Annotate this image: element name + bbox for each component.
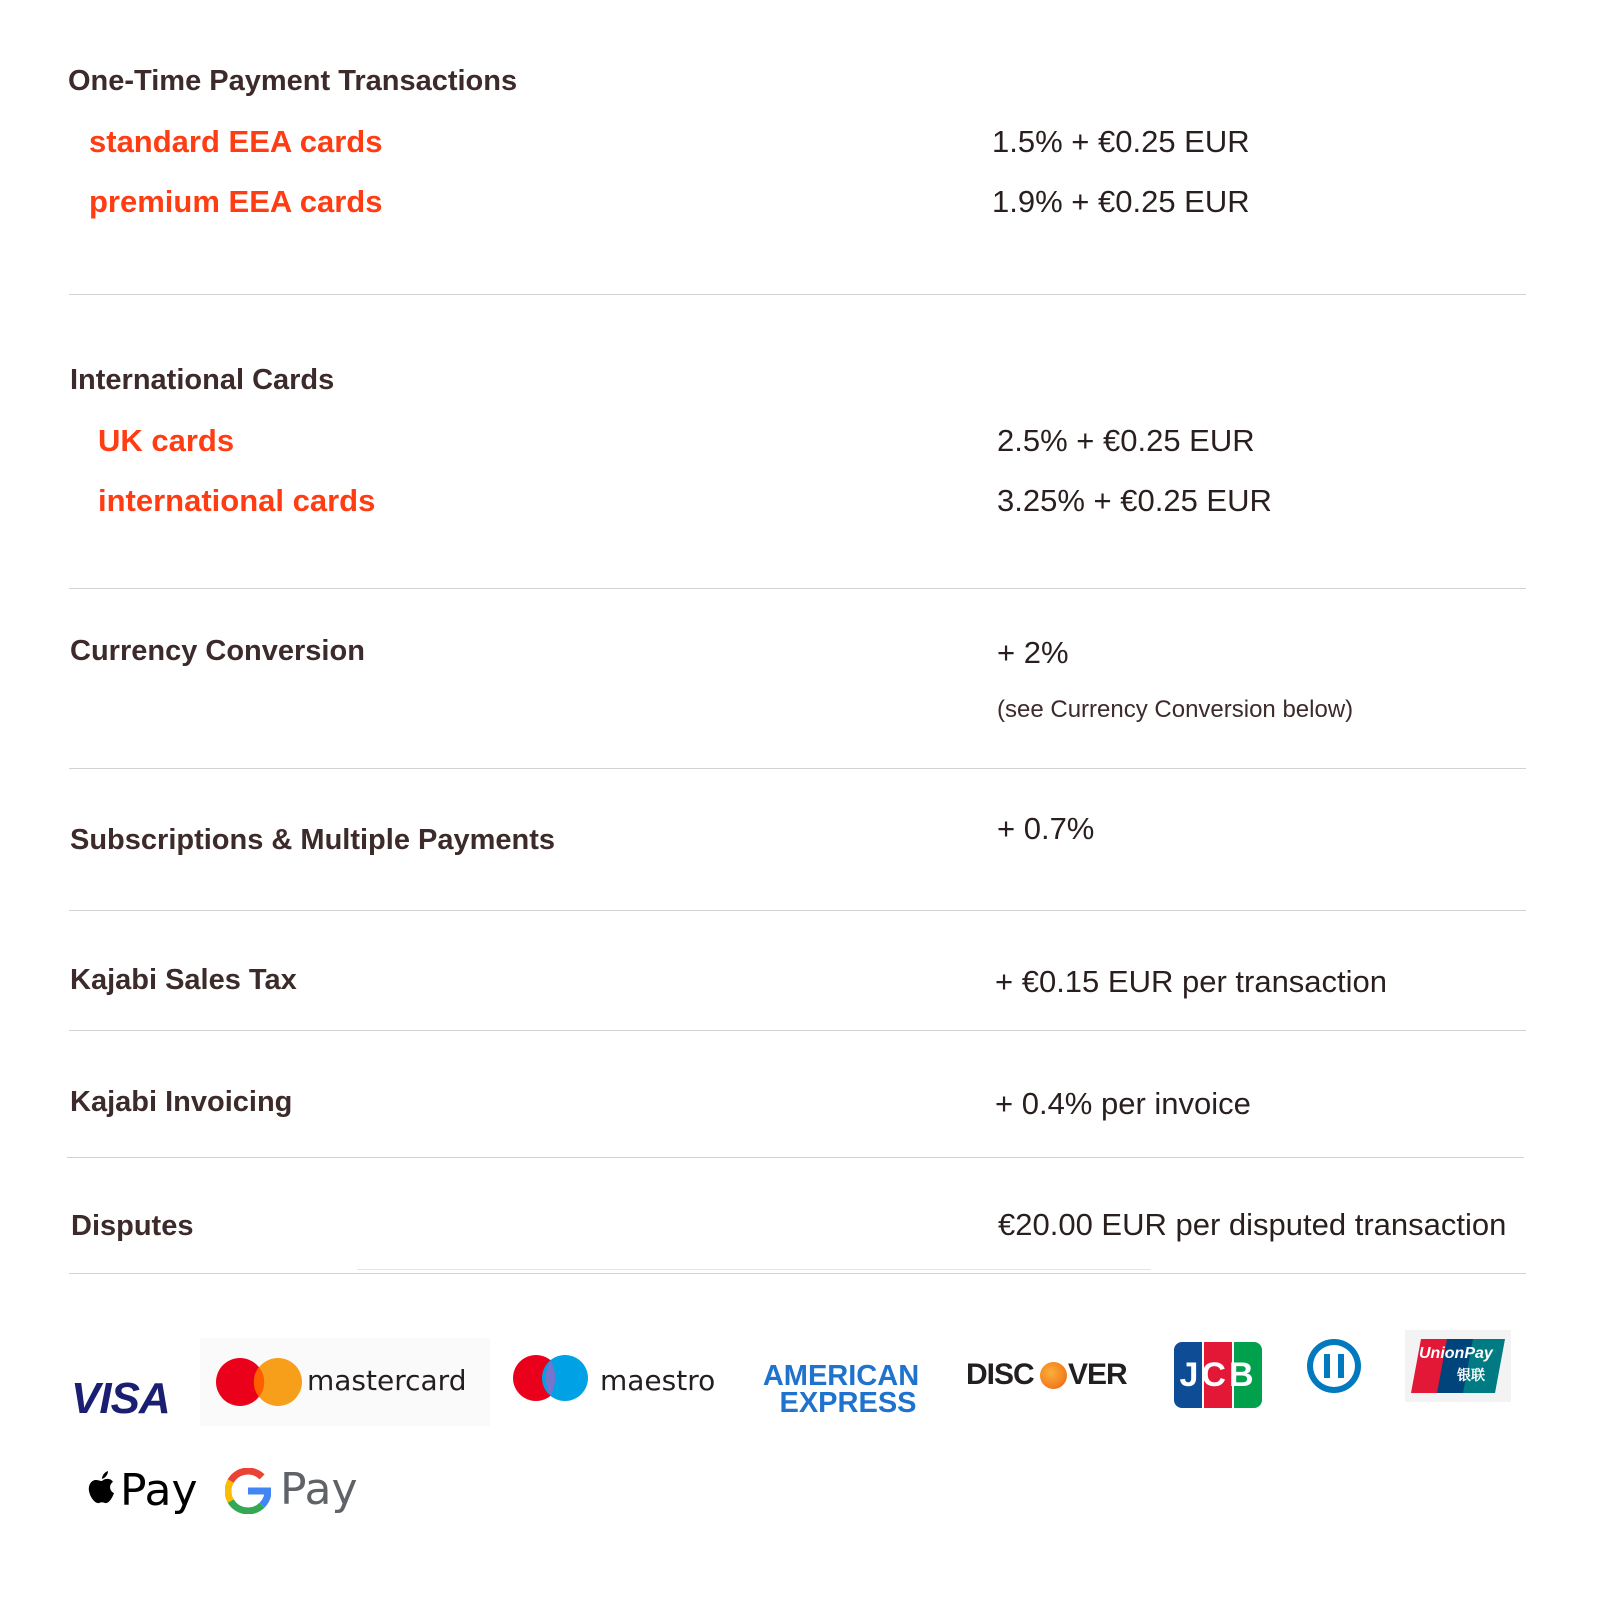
apple-icon <box>86 1469 118 1509</box>
jcb-label: JCB <box>1179 1356 1257 1394</box>
mastercard-label: mastercard <box>307 1364 467 1397</box>
value-currency-conversion: + 2% <box>997 635 1069 670</box>
unionpay-cn-label: 银联 <box>1457 1368 1485 1384</box>
google-pay-label: Pay <box>280 1464 358 1515</box>
mastercard-logo <box>200 1338 490 1426</box>
visa-logo: VISA <box>71 1374 170 1423</box>
row-label-uk-cards: UK cards <box>98 423 235 458</box>
value-sales-tax: + €0.15 EUR per transaction <box>995 964 1388 999</box>
section-title-one-time: One-Time Payment Transactions <box>68 65 518 97</box>
discover-logo <box>966 1356 1136 1396</box>
value-invoicing: + 0.4% per invoice <box>995 1086 1251 1121</box>
google-pay-logo <box>225 1462 375 1526</box>
row-label-premium-eea: premium EEA cards <box>89 184 383 219</box>
maestro-logo <box>512 1352 732 1412</box>
section-title-sales-tax: Kajabi Sales Tax <box>70 964 297 996</box>
maestro-label: maestro <box>600 1364 716 1397</box>
mastercard-circles-icon <box>216 1354 316 1414</box>
divider-faint <box>357 1269 1151 1270</box>
unionpay-label: UnionPay <box>1419 1345 1493 1362</box>
discover-label-right: VER <box>1068 1358 1127 1391</box>
maestro-circles-icon <box>512 1354 592 1406</box>
amex-logo <box>756 1360 926 1419</box>
diners-club-icon <box>1300 1338 1370 1394</box>
row-label-international-cards: international cards <box>98 483 376 518</box>
divider <box>69 588 1526 589</box>
unionpay-logo <box>1405 1330 1511 1402</box>
row-value-premium-eea: 1.9% + €0.25 EUR <box>992 184 1250 219</box>
payment-logos <box>0 1330 1600 1550</box>
google-g-icon <box>225 1468 271 1514</box>
section-title-international: International Cards <box>70 364 335 396</box>
divider <box>69 294 1526 295</box>
section-title-invoicing: Kajabi Invoicing <box>70 1086 293 1118</box>
discover-label-left: DISC <box>966 1358 1034 1391</box>
row-label-standard-eea: standard EEA cards <box>89 124 383 159</box>
discover-dot-icon <box>1040 1362 1067 1389</box>
section-title-disputes: Disputes <box>71 1210 194 1242</box>
section-title-subscriptions: Subscriptions & Multiple Payments <box>70 824 556 856</box>
row-value-uk-cards: 2.5% + €0.25 EUR <box>997 423 1255 458</box>
row-value-international-cards: 3.25% + €0.25 EUR <box>997 483 1272 518</box>
apple-pay-logo <box>86 1465 216 1525</box>
row-value-standard-eea: 1.5% + €0.25 EUR <box>992 124 1250 159</box>
section-title-currency-conversion: Currency Conversion <box>70 635 365 667</box>
amex-line1: AMERICAN <box>762 1360 920 1392</box>
divider <box>69 768 1526 769</box>
divider <box>69 910 1526 911</box>
value-disputes: €20.00 EUR per disputed transaction <box>998 1207 1507 1242</box>
note-currency-conversion: (see Currency Conversion below) <box>997 696 1354 723</box>
divider <box>67 1157 1524 1158</box>
jcb-logo <box>1174 1342 1262 1408</box>
divider <box>69 1030 1526 1031</box>
amex-line2: EXPRESS <box>779 1387 917 1419</box>
apple-pay-label: Pay <box>120 1465 198 1516</box>
value-subscriptions: + 0.7% <box>997 811 1095 846</box>
divider <box>69 1273 1526 1274</box>
